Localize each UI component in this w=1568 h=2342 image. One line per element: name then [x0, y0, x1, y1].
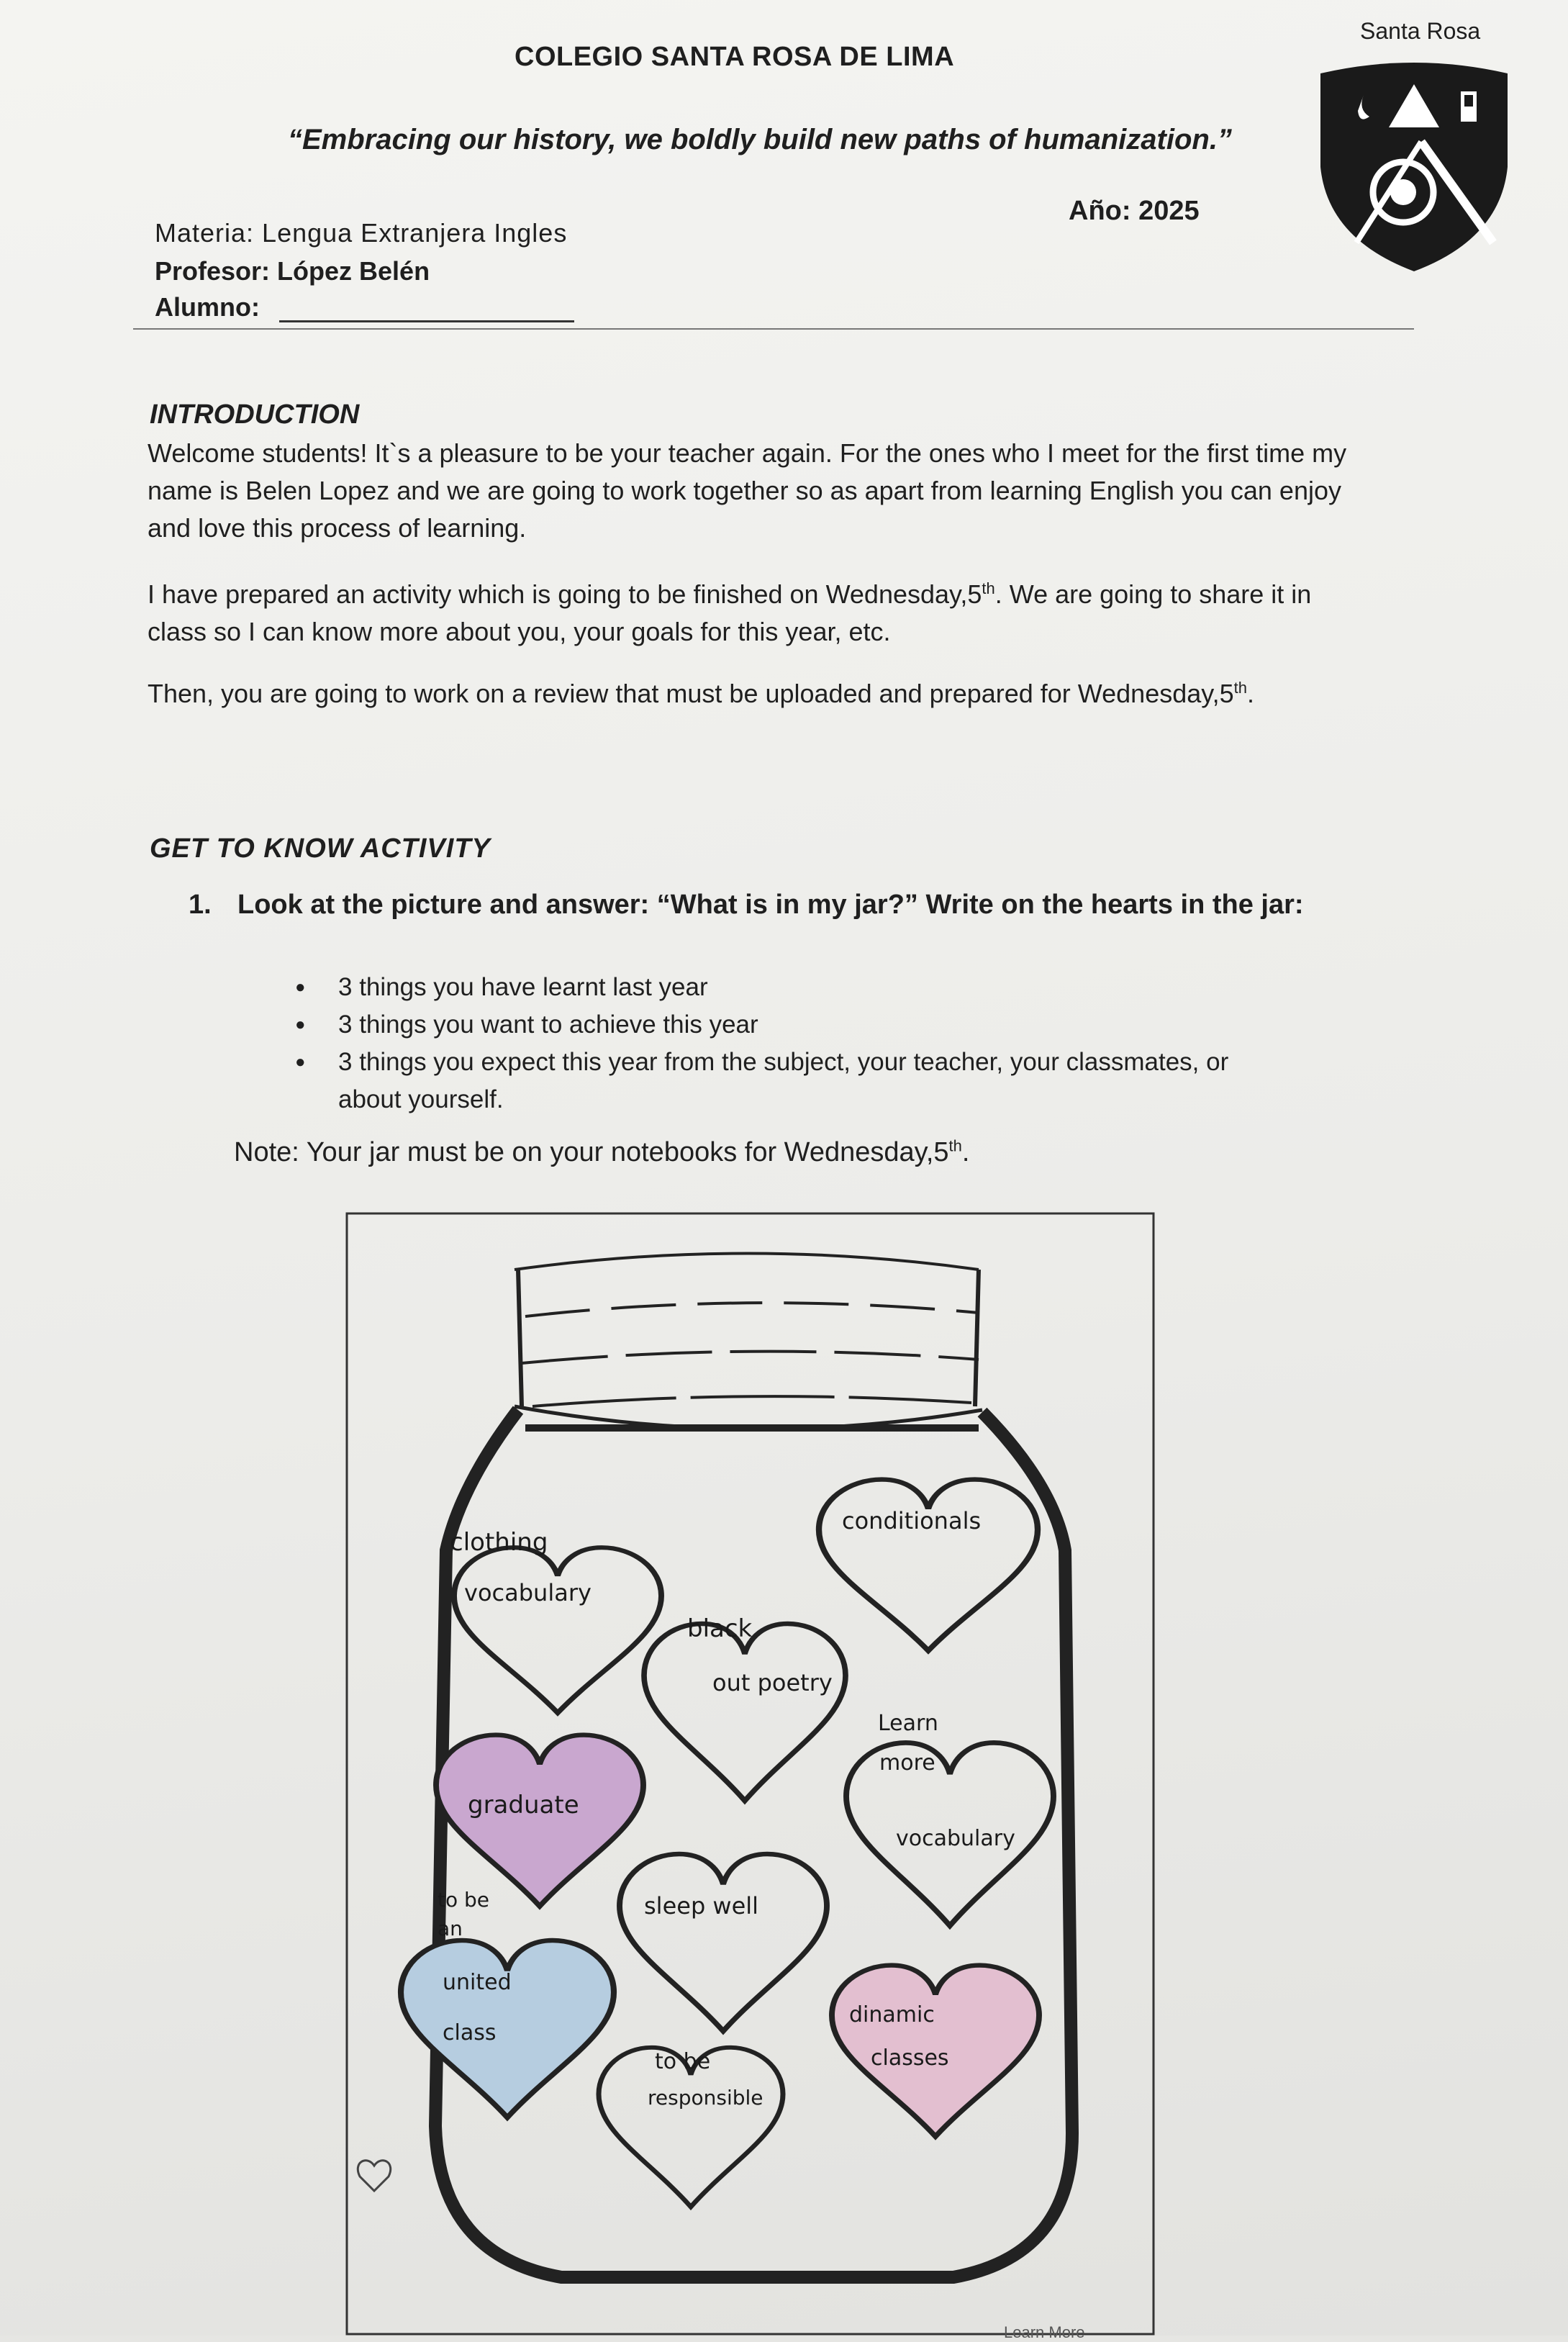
heart-text: vocabulary — [896, 1826, 1015, 1851]
jar-illustration — [345, 1212, 1155, 2336]
heart-to-be-responsible — [599, 2048, 783, 2207]
footer-text: Learn More — [1004, 2323, 1085, 2341]
item-number: 1. — [189, 890, 212, 920]
item-instruction: Look at the picture and answer: “What is in my jar?” Write on the hearts in the jar: — [237, 890, 1304, 920]
heart-graduate — [436, 1735, 643, 1907]
list-item: ● 3 things you want to achieve this year — [273, 1006, 1245, 1044]
year-label: Año: 2025 — [1069, 196, 1200, 226]
heart-text: united — [443, 1970, 512, 1995]
heart-text: out poetry — [712, 1669, 833, 1696]
header-divider — [133, 328, 1414, 330]
heart-text: graduate — [468, 1791, 579, 1819]
heart-text: class — [443, 2020, 497, 2045]
heart-sleep-well — [620, 1854, 827, 2031]
heart-text: an — [438, 1917, 463, 1940]
heart-conditionals — [819, 1480, 1038, 1651]
heart-text: dinamic — [849, 2002, 935, 2027]
heart-text: sleep well — [644, 1892, 759, 1920]
heart-text: classes — [871, 2045, 949, 2071]
introduction-heading: INTRODUCTION — [150, 399, 360, 430]
intro-paragraph-1: Welcome students! It`s a pleasure to be your teacher again. For the ones who I meet for the first time my name is Belen Lopez and we are going to work together so as apart from learning English you can enjoy and love this process of learning. — [148, 438, 1347, 543]
heart-text: responsible — [648, 2086, 763, 2110]
subject-label: Materia: Lengua Extranjera Ingles — [155, 218, 568, 248]
teacher-label: Profesor: López Belén — [155, 256, 430, 286]
list-item: ● 3 things you expect this year from the subject, your teacher, your classmates, or about yourself. — [273, 1044, 1245, 1118]
heart-text: Learn — [878, 1711, 938, 1736]
note-text: Note: Your jar must be on your notebooks for Wednesday,5th. — [234, 1136, 970, 1167]
heart-clothing-vocabulary — [450, 1528, 661, 1713]
school-crest-logo — [1313, 59, 1515, 275]
activity-item-1 — [189, 885, 1340, 924]
school-name: COLEGIO SANTA ROSA DE LIMA — [515, 42, 955, 72]
intro-paragraph-2: I have prepared an activity which is going to be finished on Wednesday,5th. We are going to share it in class so I can know more about you, your goals for this year, etc. — [148, 579, 1312, 646]
heart-dinamic-classes — [832, 1966, 1039, 2137]
instruction-bullets — [273, 969, 1245, 1118]
heart-text: to be — [438, 1888, 490, 1912]
school-motto: “Embracing our history, we boldly build new paths of humanization.” — [288, 124, 1232, 155]
heart-text: to be — [655, 2049, 711, 2074]
list-item: ● 3 things you have learnt last year — [273, 969, 1245, 1006]
heart-text: vocabulary — [464, 1579, 592, 1606]
heart-learn-more-vocabulary — [846, 1711, 1053, 1926]
heart-text: more — [879, 1750, 935, 1776]
heart-text: conditionals — [842, 1507, 982, 1534]
crest-caption: Santa Rosa — [1360, 18, 1481, 44]
small-heart-doodle — [358, 2161, 390, 2191]
heart-text: clothing — [450, 1528, 548, 1557]
activity-heading: GET TO KNOW ACTIVITY — [150, 833, 491, 864]
heart-blackout-poetry — [644, 1614, 846, 1801]
student-name-blank[interactable] — [279, 320, 574, 322]
heart-text: black — [687, 1614, 753, 1643]
intro-paragraph-3: Then, you are going to work on a review that must be uploaded and prepared for Wednesday,5th. — [148, 679, 1254, 708]
student-label: Alumno: — [155, 292, 260, 322]
